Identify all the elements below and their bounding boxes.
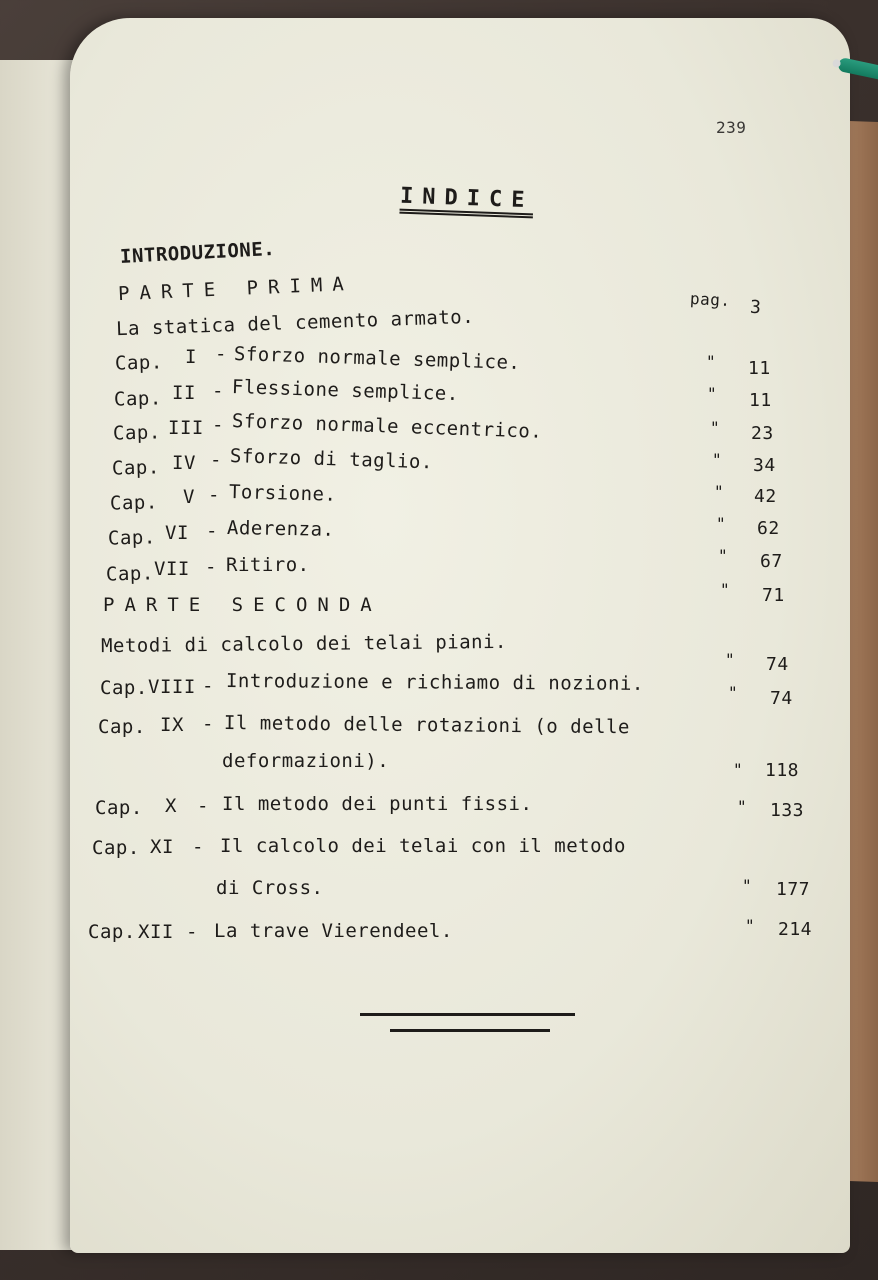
chapter-number: IX [160, 714, 184, 736]
chapter-label: Cap. [107, 526, 157, 550]
ditto-mark: " [712, 450, 723, 469]
ditto-mark: " [706, 352, 717, 371]
chapter-label: Cap. [88, 921, 136, 943]
chapter-label: Cap. [109, 491, 159, 515]
ditto-mark: " [742, 876, 753, 895]
ditto-mark: " [707, 384, 718, 403]
chapter-page: 34 [753, 455, 776, 476]
ditto-mark: " [714, 482, 725, 501]
chapter-title: Il calcolo dei telai con il metodo [220, 835, 626, 857]
chapter-title: Il metodo delle rotazioni (o delle [223, 712, 631, 739]
ditto-mark: " [737, 797, 748, 816]
part-two-subtitle: Metodi di calcolo dei telai piani. [100, 630, 508, 658]
introduction-entry: INTRODUZIONE. [119, 237, 276, 269]
ditto-mark: " [733, 760, 744, 779]
chapter-title-continued: di Cross. [216, 877, 324, 899]
page-number: 239 [716, 118, 747, 137]
part-one-subtitle: La statica del cemento armato. [115, 305, 475, 341]
chapter-number: VIII [148, 676, 196, 698]
part-one-page: 3 [749, 296, 762, 319]
closing-rule-top [360, 1013, 575, 1016]
chapter-label: Cap. [112, 421, 162, 445]
chapter-title: Sforzo normale eccentrico. [231, 410, 543, 443]
chapter-page: 214 [778, 919, 813, 940]
ditto-mark: " [718, 546, 729, 565]
chapter-page: 118 [765, 760, 800, 781]
chapter-number: V [183, 486, 195, 508]
part-two-page: 71 [762, 585, 785, 606]
chapter-label: Cap. [92, 837, 140, 859]
chapter-label: Cap. [105, 562, 155, 586]
chapter-number: VI [165, 522, 189, 544]
part-two-subtitle-page: 74 [766, 654, 789, 675]
chapter-number: III [168, 417, 204, 439]
chapter-label: Cap. [100, 677, 148, 699]
chapter-title: Introduzione e richiamo di nozioni. [225, 670, 644, 695]
ditto-mark: " [725, 650, 736, 669]
chapter-title: Sforzo di taglio. [229, 445, 434, 474]
chapter-page: 11 [749, 390, 772, 411]
chapter-title: Il metodo dei punti fissi. [222, 793, 533, 815]
chapter-label: Cap. [114, 351, 164, 375]
chapter-label: Cap. [98, 716, 146, 738]
part-one-heading: PARTE PRIMA [117, 272, 355, 306]
chapter-page: 11 [748, 358, 771, 379]
ditto-mark: " [728, 683, 739, 702]
chapter-number: XII [138, 921, 174, 943]
index-title: INDICE [399, 183, 534, 214]
ditto-mark: " [710, 418, 721, 437]
chapter-number: IV [172, 452, 196, 474]
chapter-title: Flessione semplice. [231, 376, 460, 406]
chapter-page: 133 [770, 800, 805, 821]
ditto-mark: " [720, 580, 731, 599]
ditto-mark: " [716, 514, 727, 533]
chapter-title: Ritiro. [226, 554, 310, 576]
chapter-page: 67 [760, 551, 783, 572]
chapter-page: 42 [754, 486, 777, 507]
chapter-number: XI [150, 836, 174, 858]
chapter-number: II [172, 382, 196, 404]
chapter-number: X [165, 795, 177, 817]
chapter-label: Cap. [113, 387, 163, 411]
chapter-page: 74 [770, 688, 793, 709]
chapter-title: Torsione. [228, 481, 337, 506]
chapter-title: Sforzo normale semplice. [233, 343, 521, 374]
chapter-title: Aderenza. [226, 517, 335, 541]
chapter-number: VII [154, 558, 190, 580]
part-two-heading: PARTE SECONDA [103, 594, 382, 616]
closing-rule-bottom [390, 1029, 550, 1032]
chapter-number: I [185, 346, 197, 368]
chapter-label: Cap. [95, 797, 143, 819]
chapter-title-continued: deformazioni). [222, 750, 390, 772]
index-content: 239 INDICE INTRODUZIONE. PARTE PRIMA pag. 3 La statica del cemento armato. Cap. I - Sforzo normale semplice. " 11 Cap. II - Flessione semplice. " 11 Cap. III - Sforzo normale eccentrico. " 23 Cap. IV - Sforzo di taglio. " 34 Cap. V - Torsione. " 42 Cap. VI - Aderenza. " 62 Cap. VII - Ritiro. " 67 PARTE SECONDA " 71 Metodi di calcolo dei telai piani. " 74 Cap. VIII - Introduzione e richiamo di nozioni. " 74 Cap. IX - Il metodo delle rotazioni (o delle deformazioni). " 118 Cap. X - Il metodo dei punti fissi. " 133 Cap. XI - Il calcolo dei telai con il metodo di Cross. " 177 Cap. XII - La trave Vierendeel. " 214 [0, 0, 878, 1280]
pag-label: pag. [689, 288, 732, 311]
chapter-title: La trave Vierendeel. [214, 920, 453, 942]
chapter-page: 177 [776, 879, 811, 900]
ditto-mark: " [745, 916, 756, 935]
chapter-page: 62 [757, 518, 780, 539]
chapter-page: 23 [751, 423, 774, 444]
chapter-label: Cap. [111, 456, 161, 480]
